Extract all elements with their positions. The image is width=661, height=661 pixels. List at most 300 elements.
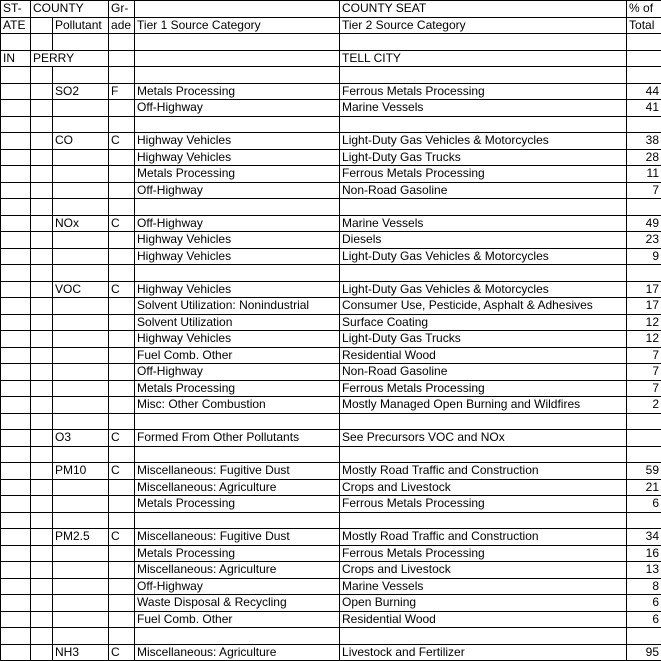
header-county-seat: COUNTY SEAT: [340, 1, 627, 18]
pct-cell: 17: [627, 281, 661, 298]
table-row: [1, 463, 661, 480]
state-cell: [1, 83, 31, 100]
state-cell: [1, 281, 31, 298]
tier2-cell: [340, 116, 627, 133]
table-row: [1, 314, 661, 331]
tier1-cell: Highway Vehicles: [135, 281, 340, 298]
pct-cell: 9: [627, 248, 661, 265]
tier2-cell: Ferrous Metals Processing: [340, 496, 627, 513]
tier2-cell: Mostly Managed Open Burning and Wildfires: [340, 397, 627, 414]
pct-cell: 44: [627, 83, 661, 100]
pollutant-cell: [53, 199, 109, 216]
table-row: [1, 182, 661, 199]
pollutant-cell: CO: [53, 133, 109, 150]
pct-cell: 23: [627, 232, 661, 249]
pct-cell: 6: [627, 496, 661, 513]
pct-cell: 12: [627, 331, 661, 348]
pollutant-cell: [53, 611, 109, 628]
pct-cell: 2: [627, 397, 661, 414]
state-cell: [1, 199, 31, 216]
county-cell: [31, 182, 53, 199]
tier2-cell: [340, 446, 627, 463]
tier2-cell: Diesels: [340, 232, 627, 249]
grade-cell: [109, 232, 135, 249]
county-cell: [31, 644, 53, 661]
pollutant-cell: [53, 595, 109, 612]
grade-cell: [109, 347, 135, 364]
grade-cell: C: [109, 529, 135, 546]
state-cell: [1, 413, 31, 430]
tier2-cell: See Precursors VOC and NOx: [340, 430, 627, 447]
state-code: IN: [1, 50, 31, 67]
grade-cell: C: [109, 430, 135, 447]
pollutant-cell: [53, 265, 109, 282]
county-cell: [31, 347, 53, 364]
spacer-row: [1, 413, 661, 430]
pct-cell: 6: [627, 595, 661, 612]
county-cell: [31, 166, 53, 183]
tier2-cell: Mostly Road Traffic and Construction: [340, 529, 627, 546]
tier1-cell: Misc: Other Combustion: [135, 397, 340, 414]
tier2-cell: Light-Duty Gas Vehicles & Motorcycles: [340, 248, 627, 265]
pollutant-cell: [53, 380, 109, 397]
state-cell: [1, 182, 31, 199]
tier1-cell: Miscellaneous: Fugitive Dust: [135, 463, 340, 480]
tier2-cell: [340, 628, 627, 645]
state-cell: [1, 314, 31, 331]
header-grade-line1: Gr-: [109, 1, 135, 18]
tier2-cell: Light-Duty Gas Vehicles & Motorcycles: [340, 133, 627, 150]
grade-cell: [109, 380, 135, 397]
tier2-cell: [340, 413, 627, 430]
state-cell: [1, 232, 31, 249]
pollutant-cell: [53, 116, 109, 133]
tier1-cell: Waste Disposal & Recycling: [135, 595, 340, 612]
county-cell: [31, 545, 53, 562]
grade-cell: [109, 562, 135, 579]
county-cell: [31, 496, 53, 513]
state-cell: [1, 644, 31, 661]
pct-cell: 34: [627, 529, 661, 546]
tier1-cell: [135, 628, 340, 645]
pct-cell: [627, 265, 661, 282]
emissions-table-body: [1, 1, 661, 661]
location-row: [1, 50, 661, 67]
state-cell: [1, 479, 31, 496]
county-cell: [31, 628, 53, 645]
tier2-cell: Consumer Use, Pesticide, Asphalt & Adhesives: [340, 298, 627, 315]
table-row: [1, 578, 661, 595]
grade-cell: [109, 149, 135, 166]
state-cell: [1, 512, 31, 529]
grade-cell: F: [109, 83, 135, 100]
tier1-cell: Metals Processing: [135, 166, 340, 183]
header-pct-line2: Total: [627, 17, 661, 34]
pct-cell: [627, 628, 661, 645]
pct-cell: 38: [627, 133, 661, 150]
county-cell: [31, 83, 53, 100]
grade-cell: C: [109, 644, 135, 661]
county-cell: [31, 413, 53, 430]
state-cell: [1, 578, 31, 595]
pollutant-cell: PM10: [53, 463, 109, 480]
tier1-cell: Miscellaneous: Agriculture: [135, 479, 340, 496]
grade-cell: [109, 545, 135, 562]
grade-cell: [109, 611, 135, 628]
pct-cell: [627, 512, 661, 529]
pollutant-cell: [53, 182, 109, 199]
pct-cell: 41: [627, 100, 661, 117]
tier2-cell: Ferrous Metals Processing: [340, 83, 627, 100]
table-row: [1, 133, 661, 150]
pollutant-cell: [53, 248, 109, 265]
pct-cell: 7: [627, 364, 661, 381]
tier1-cell: Metals Processing: [135, 545, 340, 562]
pct-cell: 28: [627, 149, 661, 166]
grade-cell: [109, 116, 135, 133]
state-cell: [1, 166, 31, 183]
pct-cell: [627, 116, 661, 133]
pct-cell: [627, 430, 661, 447]
pct-cell: [627, 446, 661, 463]
pct-cell: [627, 199, 661, 216]
grade-cell: [109, 413, 135, 430]
pollutant-cell: [53, 149, 109, 166]
pollutant-cell: PM2.5: [53, 529, 109, 546]
county-cell: [31, 67, 53, 84]
grade-cell: [109, 166, 135, 183]
pollutant-cell: [53, 100, 109, 117]
tier2-cell: Crops and Livestock: [340, 562, 627, 579]
tier1-cell: [135, 265, 340, 282]
header-state-line1: ST-: [1, 1, 31, 18]
state-cell: [1, 611, 31, 628]
tier2-cell: Marine Vessels: [340, 578, 627, 595]
state-cell: [1, 430, 31, 447]
table-row: [1, 364, 661, 381]
pollutant-cell: [53, 166, 109, 183]
state-cell: [1, 397, 31, 414]
pct-cell: 7: [627, 182, 661, 199]
table-row: [1, 331, 661, 348]
state-cell: [1, 331, 31, 348]
header-county: COUNTY: [31, 1, 109, 18]
spacer-row: [1, 116, 661, 133]
county-cell: [31, 446, 53, 463]
header-pollutant: Pollutant: [53, 17, 109, 34]
table-row: [1, 611, 661, 628]
county-cell: [31, 578, 53, 595]
pct-cell: 21: [627, 479, 661, 496]
table-row: [1, 347, 661, 364]
pollutant-cell: [53, 479, 109, 496]
header-state-line2: ATE: [1, 17, 31, 34]
grade-cell: [109, 479, 135, 496]
tier1-cell: Off-Highway: [135, 364, 340, 381]
tier2-cell: Residential Wood: [340, 347, 627, 364]
county-cell: [31, 512, 53, 529]
state-cell: [1, 628, 31, 645]
county-cell: [31, 463, 53, 480]
county-cell: [31, 248, 53, 265]
grade-cell: [109, 595, 135, 612]
tier2-cell: [340, 67, 627, 84]
tier2-cell: Non-Road Gasoline: [340, 364, 627, 381]
county-cell: [31, 281, 53, 298]
state-cell: [1, 496, 31, 513]
state-cell: [1, 248, 31, 265]
county-cell: [31, 199, 53, 216]
spacer-row: [1, 34, 661, 51]
county-cell: [31, 529, 53, 546]
grade-cell: [109, 100, 135, 117]
tier1-cell: Metals Processing: [135, 496, 340, 513]
grade-cell: [109, 265, 135, 282]
header-row-1: [1, 1, 661, 18]
pollutant-cell: [53, 413, 109, 430]
county-cell: [31, 331, 53, 348]
grade-cell: [109, 314, 135, 331]
county-name: PERRY: [31, 50, 109, 67]
header-pct-line1: % of: [627, 1, 661, 18]
header-grade-line2: ade: [109, 17, 135, 34]
pollutant-cell: NH3: [53, 644, 109, 661]
spacer-row: [1, 446, 661, 463]
grade-cell: [109, 512, 135, 529]
grade-cell: C: [109, 215, 135, 232]
grade-cell: C: [109, 281, 135, 298]
tier2-cell: Marine Vessels: [340, 100, 627, 117]
table-row: [1, 479, 661, 496]
pollutant-cell: [53, 446, 109, 463]
pollutant-cell: [53, 545, 109, 562]
pollutant-cell: VOC: [53, 281, 109, 298]
tier2-cell: Mostly Road Traffic and Construction: [340, 463, 627, 480]
county-cell: [31, 562, 53, 579]
tier1-cell: Highway Vehicles: [135, 149, 340, 166]
pct-cell: 7: [627, 347, 661, 364]
tier1-cell: Highway Vehicles: [135, 232, 340, 249]
tier2-cell: Ferrous Metals Processing: [340, 380, 627, 397]
pct-cell: 13: [627, 562, 661, 579]
state-cell: [1, 149, 31, 166]
county-cell: [31, 298, 53, 315]
county-cell: [31, 479, 53, 496]
tier1-cell: Fuel Comb. Other: [135, 347, 340, 364]
state-cell: [1, 562, 31, 579]
county-cell: [31, 595, 53, 612]
grade-cell: C: [109, 463, 135, 480]
tier1-cell: Highway Vehicles: [135, 248, 340, 265]
grade-cell: [109, 364, 135, 381]
tier2-cell: Residential Wood: [340, 611, 627, 628]
pollutant-cell: [53, 298, 109, 315]
pct-cell: 6: [627, 611, 661, 628]
state-cell: [1, 67, 31, 84]
tier2-cell: Light-Duty Gas Trucks: [340, 331, 627, 348]
table-row: [1, 380, 661, 397]
grade-cell: [109, 67, 135, 84]
grade-cell: [109, 578, 135, 595]
county-cell: [31, 100, 53, 117]
pollutant-cell: NOx: [53, 215, 109, 232]
county-cell: [31, 380, 53, 397]
tier1-cell: Off-Highway: [135, 578, 340, 595]
pollutant-cell: [53, 232, 109, 249]
state-cell: [1, 133, 31, 150]
tier1-cell: [135, 413, 340, 430]
pollutant-cell: O3: [53, 430, 109, 447]
tier2-cell: Open Burning: [340, 595, 627, 612]
header-blank-county: [31, 17, 53, 34]
state-cell: [1, 215, 31, 232]
state-cell: [1, 595, 31, 612]
county-seat-name: TELL CITY: [340, 50, 627, 67]
tier1-cell: Highway Vehicles: [135, 133, 340, 150]
county-cell: [31, 232, 53, 249]
table-row: [1, 248, 661, 265]
tier2-cell: Ferrous Metals Processing: [340, 545, 627, 562]
table-row: [1, 545, 661, 562]
pct-cell: 49: [627, 215, 661, 232]
spacer-row: [1, 628, 661, 645]
grade-cell: [109, 331, 135, 348]
county-cell: [31, 611, 53, 628]
county-cell: [31, 133, 53, 150]
spacer-row: [1, 67, 661, 84]
tier1-cell: Miscellaneous: Fugitive Dust: [135, 529, 340, 546]
state-cell: [1, 298, 31, 315]
tier1-cell: [135, 67, 340, 84]
pct-cell: 11: [627, 166, 661, 183]
county-cell: [31, 364, 53, 381]
table-row: [1, 215, 661, 232]
pollutant-cell: [53, 331, 109, 348]
county-cell: [31, 265, 53, 282]
pollutant-cell: [53, 67, 109, 84]
grade-cell: [109, 628, 135, 645]
tier2-cell: Non-Road Gasoline: [340, 182, 627, 199]
pollutant-cell: [53, 578, 109, 595]
tier1-cell: Highway Vehicles: [135, 331, 340, 348]
header-tier2: Tier 2 Source Category: [340, 17, 627, 34]
table-row: [1, 562, 661, 579]
pct-cell: 7: [627, 380, 661, 397]
grade-cell: [109, 397, 135, 414]
spacer-row: [1, 199, 661, 216]
grade-cell: [109, 446, 135, 463]
tier1-cell: [135, 446, 340, 463]
grade-cell: [109, 496, 135, 513]
table-row: [1, 298, 661, 315]
state-cell: [1, 463, 31, 480]
tier1-cell: [135, 116, 340, 133]
tier1-cell: Solvent Utilization: Nonindustrial: [135, 298, 340, 315]
state-cell: [1, 364, 31, 381]
pct-cell: [627, 413, 661, 430]
grade-cell: [109, 182, 135, 199]
pollutant-cell: [53, 512, 109, 529]
tier2-cell: [340, 512, 627, 529]
tier2-cell: [340, 265, 627, 282]
county-cell: [31, 430, 53, 447]
tier1-cell: Off-Highway: [135, 100, 340, 117]
tier2-cell: Ferrous Metals Processing: [340, 166, 627, 183]
pct-cell: 16: [627, 545, 661, 562]
county-cell: [31, 116, 53, 133]
tier1-cell: Off-Highway: [135, 215, 340, 232]
table-row: [1, 83, 661, 100]
grade-cell: [109, 248, 135, 265]
state-cell: [1, 265, 31, 282]
pollutant-cell: [53, 562, 109, 579]
grade-cell: [109, 199, 135, 216]
state-cell: [1, 100, 31, 117]
table-row: [1, 166, 661, 183]
grade-cell: C: [109, 133, 135, 150]
state-cell: [1, 380, 31, 397]
tier2-cell: Light-Duty Gas Vehicles & Motorcycles: [340, 281, 627, 298]
spacer-row: [1, 265, 661, 282]
tier1-cell: [135, 199, 340, 216]
tier2-cell: Livestock and Fertilizer: [340, 644, 627, 661]
header-blank-t1: [135, 1, 340, 18]
header-row-2: [1, 17, 661, 34]
pct-cell: 8: [627, 578, 661, 595]
pollutant-cell: [53, 496, 109, 513]
state-cell: [1, 347, 31, 364]
table-row: [1, 496, 661, 513]
county-cell: [31, 149, 53, 166]
pollutant-cell: [53, 314, 109, 331]
table-row: [1, 595, 661, 612]
spacer-row: [1, 512, 661, 529]
pollutant-cell: [53, 347, 109, 364]
pollutant-cell: SO2: [53, 83, 109, 100]
pct-cell: 95: [627, 644, 661, 661]
state-cell: [1, 116, 31, 133]
tier1-cell: Solvent Utilization: [135, 314, 340, 331]
tier1-cell: Off-Highway: [135, 182, 340, 199]
tier1-cell: Metals Processing: [135, 83, 340, 100]
tier1-cell: Miscellaneous: Agriculture: [135, 644, 340, 661]
pct-cell: 17: [627, 298, 661, 315]
state-cell: [1, 545, 31, 562]
tier2-cell: Marine Vessels: [340, 215, 627, 232]
table-row: [1, 232, 661, 249]
tier1-cell: Formed From Other Pollutants: [135, 430, 340, 447]
pct-cell: [627, 67, 661, 84]
table-row: [1, 149, 661, 166]
header-tier1: Tier 1 Source Category: [135, 17, 340, 34]
table-row: [1, 644, 661, 661]
grade-cell: [109, 298, 135, 315]
table-row: [1, 529, 661, 546]
state-cell: [1, 529, 31, 546]
tier2-cell: Crops and Livestock: [340, 479, 627, 496]
tier1-cell: Fuel Comb. Other: [135, 611, 340, 628]
pollutant-cell: [53, 397, 109, 414]
pct-cell: 12: [627, 314, 661, 331]
pollutant-cell: [53, 628, 109, 645]
tier2-cell: [340, 199, 627, 216]
pct-cell: 59: [627, 463, 661, 480]
table-row: [1, 100, 661, 117]
county-cell: [31, 397, 53, 414]
table-row: [1, 430, 661, 447]
tier1-cell: Metals Processing: [135, 380, 340, 397]
county-cell: [31, 215, 53, 232]
